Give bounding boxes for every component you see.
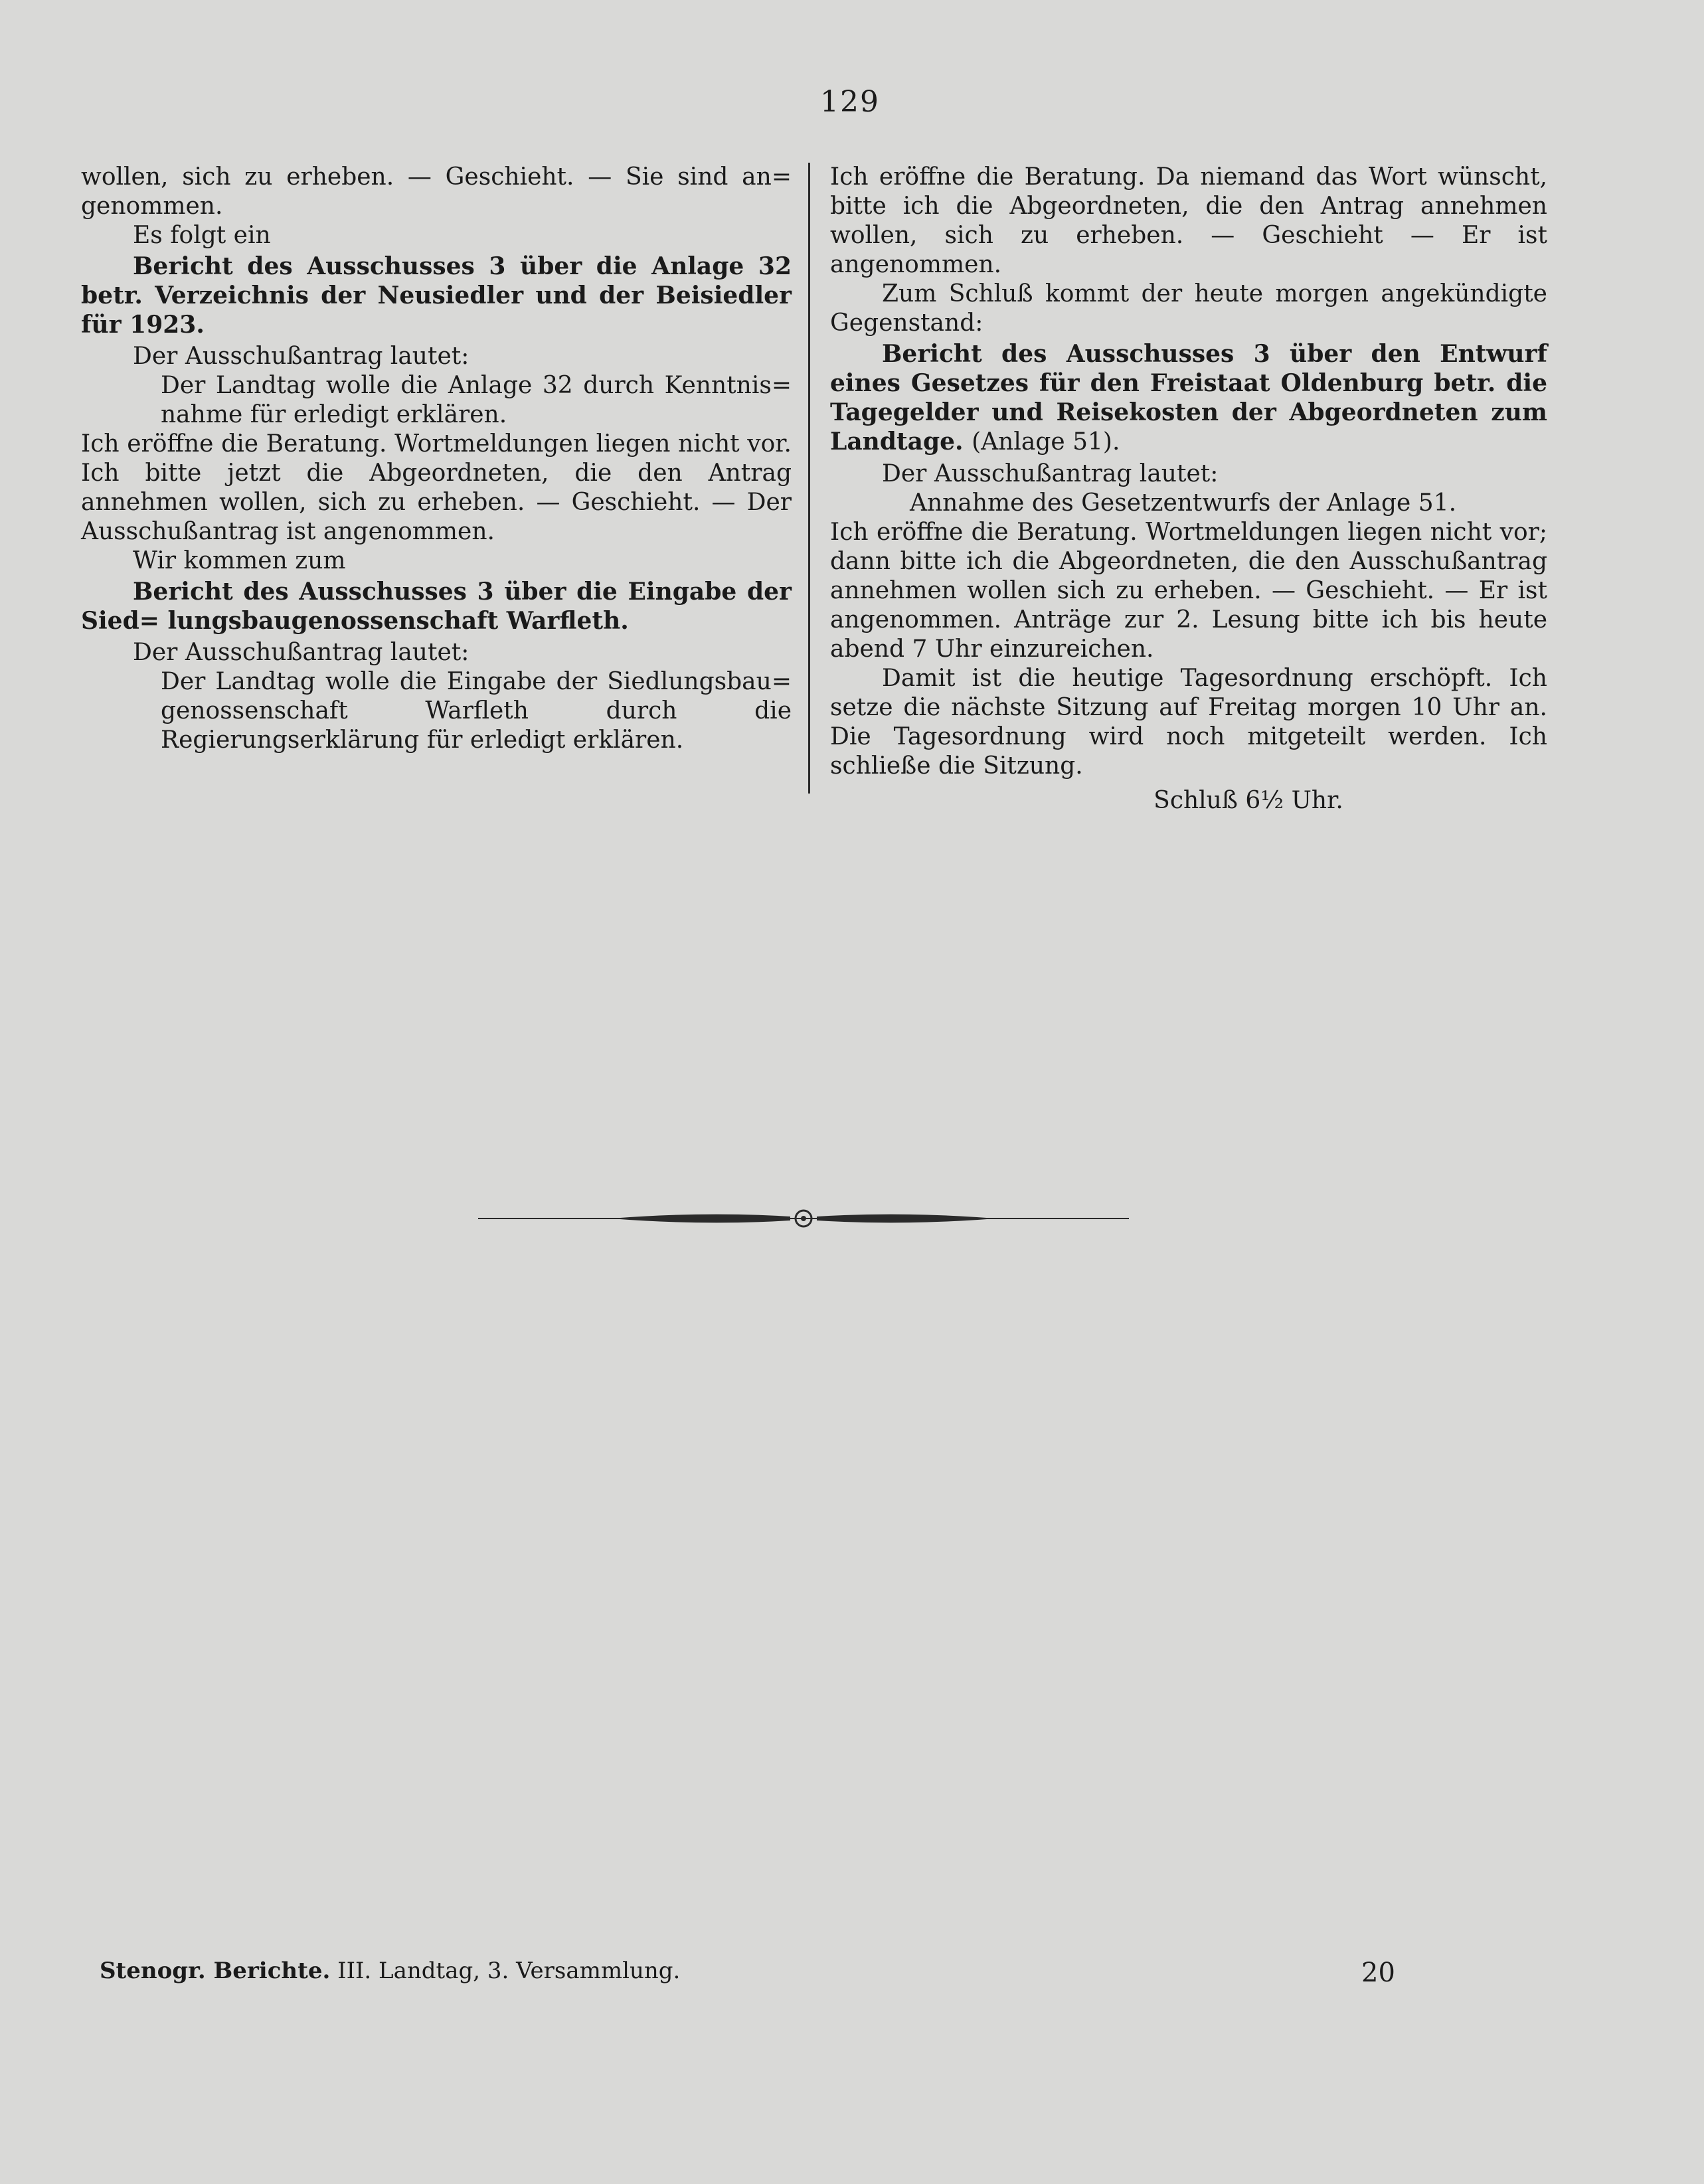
agenda-heading-text: Bericht des Ausschusses 3 über den Entwurf eines Gesetzes für den Freistaat Oldenburg betr. die Tagegelder und Reisekosten der Abgeordneten zum Landtage. [830, 340, 1547, 456]
right-column [830, 163, 1547, 815]
agenda-heading: Bericht des Ausschusses 3 über die Anlage 32 betr. Verzeichnis der Neusiedler und der Beisiedler für 1923. [81, 252, 792, 339]
footer-title: Stenogr. Berichte. [100, 1958, 331, 1984]
paragraph: Damit ist die heutige Tagesordnung erschöpft. Ich setze die nächste Sitzung auf Freitag morgen 10 Uhr an. Die Tagesordnung wird noch mitgeteilt werden. Ich schließe die Sitzung. [830, 665, 1547, 780]
paragraph: Der Ausschußantrag lautet: [882, 460, 1219, 487]
motion-text: Der Landtag wolle die Eingabe der Siedlungsbau= genossenschaft Warfleth durch die Regierungserklärung für erledigt erklären. [161, 668, 792, 754]
motion-text: Annahme des Gesetzentwurfs der Anlage 51. [910, 489, 1457, 517]
agenda-heading-suffix: (Anlage 51). [972, 428, 1120, 456]
closing-line: Schluß 6½ Uhr. [1153, 787, 1343, 814]
paragraph: Der Ausschußantrag lautet: [133, 343, 469, 370]
paragraph: Zum Schluß kommt der heute morgen angekündigte Gegenstand: [830, 280, 1547, 337]
page-number: 129 [820, 85, 880, 119]
column-divider [808, 163, 810, 794]
motion-text: Der Landtag wolle die Anlage 32 durch Kenntnis= nahme für erledigt erklären. [161, 372, 792, 428]
agenda-heading: Bericht des Ausschusses 3 über die Eingabe der Sied= lungsbaugenossenschaft Warfleth. [81, 578, 792, 635]
paragraph: Der Ausschußantrag lautet: [133, 639, 469, 666]
paragraph: wollen, sich zu erheben. — Geschieht. — Sie sind an= genommen. [81, 163, 792, 220]
agenda-heading [830, 339, 1547, 457]
footer-source [100, 1958, 680, 1984]
paragraph: Es folgt ein [133, 222, 271, 249]
paragraph: Ich eröffne die Beratung. Da niemand das Wort wünscht, bitte ich die Abgeordneten, die den Antrag annehmen wollen, sich zu erheben. — Geschieht — Er ist angenommen. [830, 163, 1547, 278]
footer-subtitle: III. Landtag, 3. Versammlung. [337, 1958, 681, 1984]
paragraph: Ich eröffne die Beratung. Wortmeldungen liegen nicht vor; dann bitte ich die Abgeordneten, die den Ausschußantrag annehmen wollen sich zu erheben. — Geschieht. — Er ist angenommen. Anträge zur 2. Lesung bitte ich bis heute abend 7 Uhr einzureichen. [830, 519, 1547, 663]
sheet-number: 20 [1361, 1958, 1395, 1988]
ornamental-rule [478, 1202, 1129, 1235]
left-column [81, 163, 792, 755]
paragraph: Wir kommen zum [133, 547, 346, 574]
paragraph: Ich eröffne die Beratung. Wortmeldungen liegen nicht vor. Ich bitte jetzt die Abgeordneten, die den Antrag annehmen wollen, sich zu erheben. — Geschieht. — Der Ausschußantrag ist angenommen. [81, 430, 792, 545]
